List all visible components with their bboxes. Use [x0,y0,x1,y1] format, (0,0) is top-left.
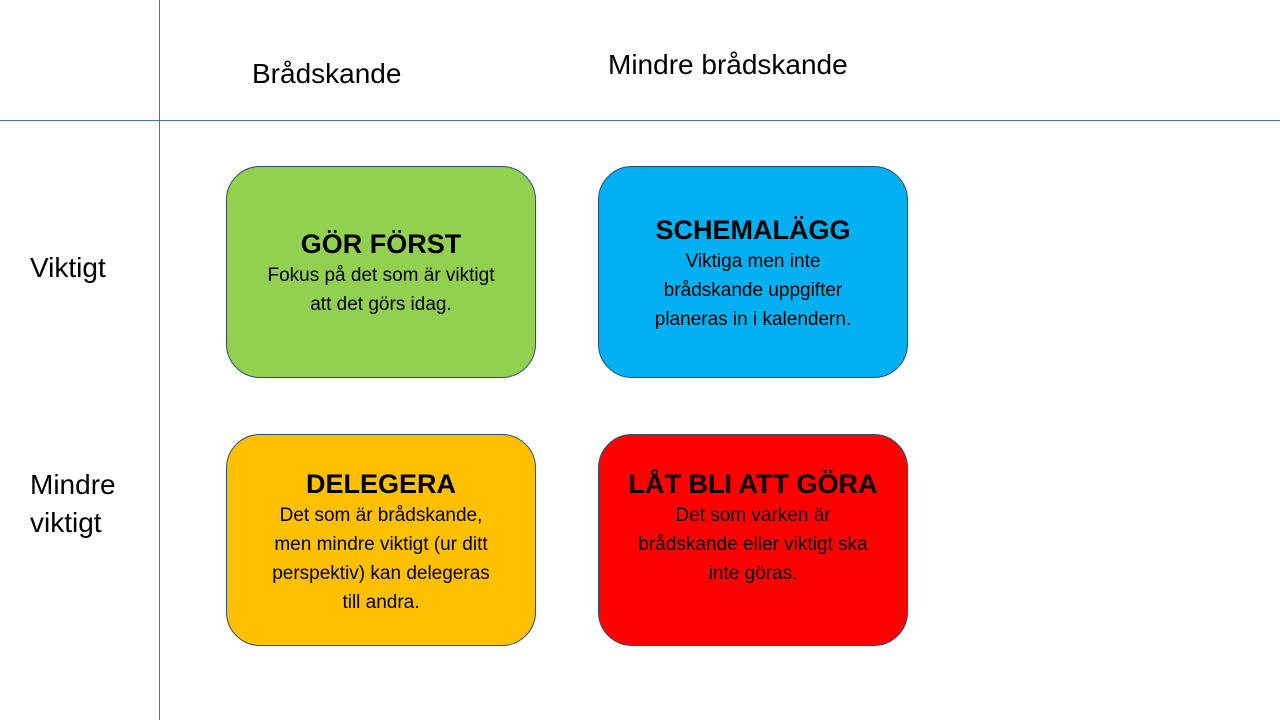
row-header-less-important [30,466,116,542]
quadrant-schedule-text-line: Viktiga men inte [685,251,821,272]
quadrant-delegate-text-line: Det som är brådskande, [279,505,483,526]
quadrant-delegate-text-line: perspektiv) kan delegeras [272,563,490,584]
column-header-less-urgent: Mindre brådskande [608,49,848,80]
quadrant-do-first-text-line: Fokus på det som är viktigt [267,265,495,286]
quadrant-dont-do-text-line: inte göras. [708,563,798,584]
quadrant-schedule-text-line: brådskande uppgifter [663,280,843,301]
quadrant-dont-do-text-line: Det som varken är [675,505,831,526]
row-header-less-important-line2: viktigt [30,507,102,538]
quadrant-do-first-text-line: att det görs idag. [310,294,452,315]
quadrant-dont-do [598,434,908,646]
quadrant-delegate-text [272,501,490,617]
row-header-important-label: Viktigt [30,252,106,283]
quadrant-do-first-title: GÖR FÖRST [300,229,462,259]
row-header-less-important-line1: Mindre [30,469,116,500]
row-header-important [30,249,106,287]
quadrant-dont-do-text [638,501,867,588]
quadrant-delegate-title: DELEGERA [305,469,457,499]
vertical-divider [159,0,160,720]
quadrant-delegate-text-line: till andra. [342,592,420,613]
quadrant-schedule-text-line: planeras in i kalendern. [654,309,852,330]
quadrant-do-first-text [267,261,494,319]
quadrant-dont-do-title: LÅT BLI ATT GÖRA [628,469,878,499]
quadrant-schedule-title: SCHEMALÄGG [655,215,851,245]
quadrant-dont-do-text-line: brådskande eller viktigt ska [638,534,868,555]
quadrant-delegate-text-line: men mindre viktigt (ur ditt [274,534,488,555]
horizontal-divider [0,120,1280,121]
quadrant-delegate [226,434,536,646]
column-header-urgent: Brådskande [252,58,402,89]
quadrant-schedule-text [655,247,851,334]
quadrant-do-first [226,166,536,378]
quadrant-schedule [598,166,908,378]
